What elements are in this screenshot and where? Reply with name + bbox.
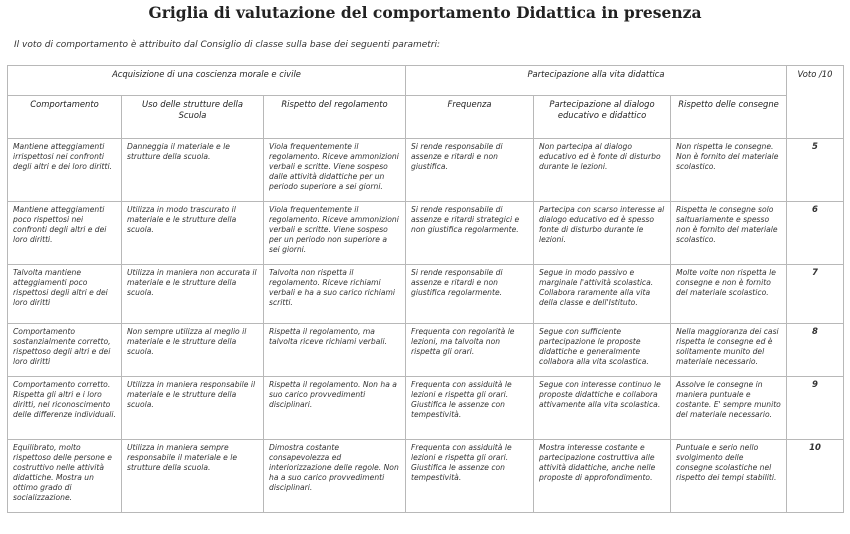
column-header-partecipazione-dialogo: Partecipazione al dialogo educativo e didattico	[534, 96, 671, 139]
cell-rispetto-regolamento: Viola frequentemente il regolamento. Riceve ammonizioni verbali e scritte. Viene sospeso dalle attività didattiche per un periodo superiore a sei giorni.	[264, 139, 406, 202]
cell-rispetto-regolamento: Rispetta il regolamento. Non ha a suo carico provvedimenti disciplinari.	[264, 377, 406, 440]
cell-vote: 8	[787, 324, 844, 377]
cell-rispetto-regolamento: Viola frequentemente il regolamento. Riceve ammonizioni verbali e scritte. Viene sospeso per un periodo non superiore a sei giorni.	[264, 202, 406, 265]
cell-vote: 9	[787, 377, 844, 440]
cell-partecipazione-dialogo: Segue con sufficiente partecipazione le proposte didattiche e generalmente collabora alla vita scolastica.	[534, 324, 671, 377]
column-header-row	[8, 96, 844, 139]
cell-comportamento: Comportamento sostanzialmente corretto, rispettoso degli altri e dei loro diritti	[8, 324, 122, 377]
cell-rispetto-consegne: Nella maggioranza dei casi rispetta le consegne ed è solitamente munito del materiale necessario.	[671, 324, 787, 377]
cell-vote: 6	[787, 202, 844, 265]
cell-uso-strutture: Utilizza in maniera sempre responsabile il materiale e le strutture della scuola.	[122, 440, 264, 513]
cell-rispetto-consegne: Molte volte non rispetta le consegne e non è fornito del materiale scolastico.	[671, 265, 787, 324]
cell-partecipazione-dialogo: Non partecipa al dialogo educativo ed è fonte di disturbo durante le lezioni.	[534, 139, 671, 202]
column-header-frequenza: Frequenza	[406, 96, 534, 139]
column-header-uso-strutture: Uso delle strutture della Scuola	[122, 96, 264, 139]
cell-vote: 10	[787, 440, 844, 513]
cell-frequenza: Frequenta con regolarità le lezioni, ma talvolta non rispetta gli orari.	[406, 324, 534, 377]
evaluation-grid	[7, 65, 844, 513]
cell-uso-strutture: Utilizza in maniera responsabile il materiale e le strutture della scuola.	[122, 377, 264, 440]
table-row	[8, 202, 844, 265]
cell-partecipazione-dialogo: Partecipa con scarso interesse al dialogo educativo ed è spesso fonte di disturbo durante le lezioni.	[534, 202, 671, 265]
cell-frequenza: Frequenta con assiduità le lezioni e rispetta gli orari. Giustifica le assenze con tempestività.	[406, 440, 534, 513]
cell-rispetto-consegne: Puntuale e serio nello svolgimento delle consegne scolastiche nel rispetto dei tempi stabiliti.	[671, 440, 787, 513]
table-row	[8, 265, 844, 324]
table-row	[8, 324, 844, 377]
cell-rispetto-regolamento: Dimostra costante consapevolezza ed interiorizzazione delle regole. Non ha a suo carico provvedimenti disciplinari.	[264, 440, 406, 513]
cell-uso-strutture: Utilizza in modo trascurato il materiale e le strutture della scuola.	[122, 202, 264, 265]
cell-frequenza: Si rende responsabile di assenze e ritardi strategici e non giustifica regolarmente.	[406, 202, 534, 265]
cell-partecipazione-dialogo: Segue con interesse continuo le proposte didattiche e collabora attivamente alla vita scolastica.	[534, 377, 671, 440]
group-header-coscienza: Acquisizione di una coscienza morale e civile	[8, 66, 406, 96]
cell-uso-strutture: Danneggia il materiale e le strutture della scuola.	[122, 139, 264, 202]
cell-rispetto-consegne: Rispetta le consegne solo saltuariamente e spesso non è fornito del materiale scolastico.	[671, 202, 787, 265]
cell-frequenza: Frequenta con assiduità le lezioni e rispetta gli orari. Giustifica le assenze con tempestività.	[406, 377, 534, 440]
intro-text: Il voto di comportamento è attribuito dal Consiglio di classe sulla base dei seguenti parametri:	[14, 40, 441, 50]
cell-partecipazione-dialogo: Mostra interesse costante e partecipazione costruttiva alle attività didattiche, anche nelle proposte di approfondimento.	[534, 440, 671, 513]
cell-rispetto-regolamento: Talvolta non rispetta il regolamento. Riceve richiami verbali e ha a suo carico richiami scritti.	[264, 265, 406, 324]
column-header-comportamento: Comportamento	[8, 96, 122, 139]
cell-comportamento: Equilibrato, molto rispettoso delle persone e costruttivo nelle attività didattiche. Mostra un ottimo grado di socializzazione.	[8, 440, 122, 513]
cell-comportamento: Mantiene atteggiamenti irrispettosi nei confronti degli altri e dei loro diritti.	[8, 139, 122, 202]
cell-rispetto-consegne: Non rispetta le consegne. Non è fornito del materiale scolastico.	[671, 139, 787, 202]
column-header-rispetto-regolamento: Rispetto del regolamento	[264, 96, 406, 139]
cell-uso-strutture: Non sempre utilizza al meglio il materiale e le strutture della scuola.	[122, 324, 264, 377]
cell-vote: 5	[787, 139, 844, 202]
table-row	[8, 377, 844, 440]
cell-partecipazione-dialogo: Segue in modo passivo e marginale l'attività scolastica. Collabora raramente alla vita della classe e dell'Istituto.	[534, 265, 671, 324]
cell-frequenza: Si rende responsabile di assenze e ritardi e non giustifica regolarmente.	[406, 265, 534, 324]
cell-frequenza: Si rende responsabile di assenze e ritardi e non giustifica.	[406, 139, 534, 202]
table-row	[8, 139, 844, 202]
cell-vote: 7	[787, 265, 844, 324]
group-header-partecipazione: Partecipazione alla vita didattica	[406, 66, 787, 96]
cell-rispetto-consegne: Assolve le consegne in maniera puntuale e costante. E' sempre munito del materiale necessario.	[671, 377, 787, 440]
cell-comportamento: Comportamento corretto. Rispetta gli altri e i loro diritti, nel riconoscimento delle differenze individuali.	[8, 377, 122, 440]
table-row	[8, 440, 844, 513]
column-header-rispetto-consegne: Rispetto delle consegne	[671, 96, 787, 139]
cell-rispetto-regolamento: Rispetta il regolamento, ma talvolta riceve richiami verbali.	[264, 324, 406, 377]
page-title: Griglia di valutazione del comportamento Didattica in presenza	[148, 3, 702, 22]
vote-header: Voto /10	[787, 66, 844, 139]
group-header-row	[8, 66, 844, 96]
cell-uso-strutture: Utilizza in maniera non accurata il materiale e le strutture della scuola.	[122, 265, 264, 324]
cell-comportamento: Talvolta mantiene atteggiamenti poco rispettosi degli altri e dei loro diritti	[8, 265, 122, 324]
cell-comportamento: Mantiene atteggiamenti poco rispettosi nei confronti degli altri e dei loro diritti.	[8, 202, 122, 265]
